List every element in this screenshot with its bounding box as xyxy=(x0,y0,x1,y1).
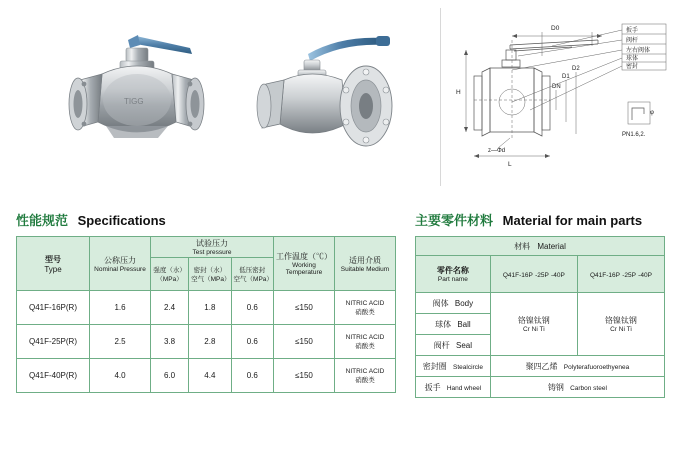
specifications-heading-cn: 性能规范 xyxy=(16,213,69,228)
cell-type: Q41F-16P(R) xyxy=(17,291,90,325)
valve-photo-left xyxy=(40,18,240,178)
cell-strength: 2.4 xyxy=(151,291,189,325)
cell-low: 0.6 xyxy=(231,325,273,359)
specifications-heading xyxy=(16,210,166,229)
header-material-col-2: Q41F-16P -25P -40P xyxy=(577,256,664,293)
subheader-seal: 密封（水） 空气（MPa） xyxy=(189,258,231,291)
label-dn: DN xyxy=(552,84,561,90)
table-row xyxy=(416,377,665,398)
table-row xyxy=(17,325,396,359)
cell-medium: NITRIC ACID 硝酸类 xyxy=(335,325,396,359)
label-d2: D2 xyxy=(572,66,580,72)
label-z-phi-d: z—Φd xyxy=(488,148,506,154)
cell-nominal: 4.0 xyxy=(90,359,151,393)
materials-heading-cn: 主要零件材料 xyxy=(415,213,494,228)
label-d0: D0 xyxy=(551,25,560,32)
materials-heading-en: Material for main parts xyxy=(502,213,643,228)
cell-part-name: 密封圈 Stealcircle xyxy=(416,356,491,377)
header-part-name: 零件名称 Part name xyxy=(416,256,491,293)
cell-material-merged: 铸钢 Carbon steel xyxy=(490,377,664,398)
table-header-row xyxy=(17,237,396,258)
cell-low: 0.6 xyxy=(231,291,273,325)
cell-medium: NITRIC ACID 硝酸类 xyxy=(335,359,396,393)
subheader-low-pressure-seal: 低压密封 空气（MPa） xyxy=(231,258,273,291)
product-images-area xyxy=(0,0,680,195)
cell-part-name: 扳手 Hand wheel xyxy=(416,377,491,398)
header-test-pressure: 试验压力 Test pressure xyxy=(151,237,274,258)
cell-material-col-1: 铬镍钛钢 Cr Ni Ti xyxy=(490,293,577,356)
valve-photo-right xyxy=(250,14,430,179)
svg-text:左右阀体: 左右阀体 xyxy=(626,48,651,54)
table-row xyxy=(416,356,665,377)
cell-part-name: 球体 Ball xyxy=(416,314,491,335)
materials-title-row xyxy=(416,237,665,256)
cell-strength: 6.0 xyxy=(151,359,189,393)
cell-seal: 2.8 xyxy=(189,325,231,359)
label-l: L xyxy=(508,161,512,168)
table-row xyxy=(416,293,665,314)
svg-text:密封: 密封 xyxy=(626,64,639,70)
label-h: H xyxy=(456,89,461,96)
cell-part-name: 阀杆 Seal xyxy=(416,335,491,356)
cell-nominal: 2.5 xyxy=(90,325,151,359)
cell-seal: 1.8 xyxy=(189,291,231,325)
header-material-col-1: Q41F-16P -25P -40P xyxy=(490,256,577,293)
table-row xyxy=(17,291,396,325)
specifications-table xyxy=(16,236,396,393)
header-nominal-pressure: 公称压力 Nominal Pressure xyxy=(90,237,151,291)
callout-stem: 阀杆 xyxy=(626,38,639,44)
cell-material-merged: 聚四乙烯 Polyterafuoroethyenea xyxy=(490,356,664,377)
cell-type: Q41F-40P(R) xyxy=(17,359,90,393)
valve-technical-drawing xyxy=(452,10,672,190)
cell-nominal: 1.6 xyxy=(90,291,151,325)
cell-material-col-2: 铬镍钛钢 Cr Ni Ti xyxy=(577,293,664,356)
callout-handle: 扳手 xyxy=(626,28,639,34)
cell-temp: ≤150 xyxy=(274,291,335,325)
specifications-heading-en: Specifications xyxy=(77,213,166,228)
label-d1: D1 xyxy=(562,74,570,80)
cell-temp: ≤150 xyxy=(274,325,335,359)
image-divider xyxy=(440,8,441,186)
table-row xyxy=(17,359,396,393)
svg-text:球体: 球体 xyxy=(626,56,639,62)
label-pn: PN1.6,2. xyxy=(622,132,646,138)
header-suitable-medium: 适用介质 Suitable Medium xyxy=(335,237,396,291)
cell-strength: 3.8 xyxy=(151,325,189,359)
materials-title-cell: 材料 Material xyxy=(416,237,665,256)
cell-medium: NITRIC ACID 硝酸类 xyxy=(335,291,396,325)
cell-seal: 4.4 xyxy=(189,359,231,393)
header-working-temperature: 工作温度（℃） Working Temperature xyxy=(274,237,335,291)
materials-header-row xyxy=(416,256,665,293)
header-type: 型号 Type xyxy=(17,237,90,291)
cell-low: 0.6 xyxy=(231,359,273,393)
materials-table xyxy=(415,236,665,398)
cell-temp: ≤150 xyxy=(274,359,335,393)
cell-type: Q41F-25P(R) xyxy=(17,325,90,359)
cell-part-name: 阀体 Body xyxy=(416,293,491,314)
subheader-strength: 强度（水） （MPa） xyxy=(151,258,189,291)
materials-heading xyxy=(415,210,642,229)
label-phi: φ xyxy=(650,110,654,116)
svg-text:TIGG: TIGG xyxy=(124,97,144,106)
